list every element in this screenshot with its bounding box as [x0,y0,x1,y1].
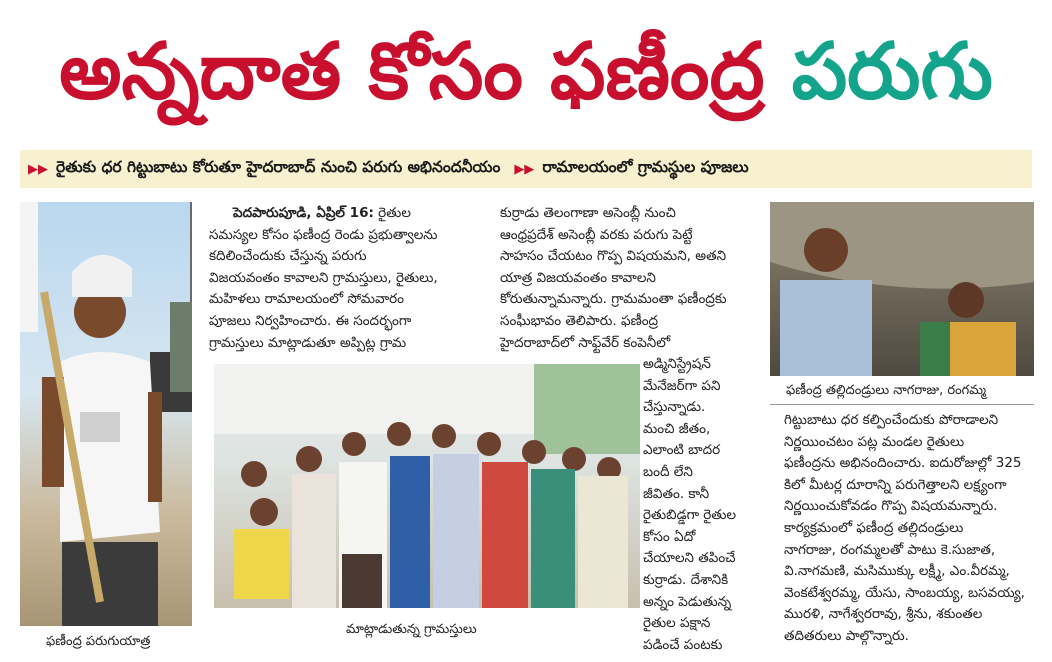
text-line: కార్యక్రమంలో ఫణీంద్ర తల్లిదండ్రులు [784,519,964,536]
article-column-2 [500,203,762,354]
double-arrow-icon: ▶▶ [514,161,535,177]
text-line: ఎలాంటి బాదర [643,442,721,459]
headline-part1: అన్నదాత కోసం ఫణీంద్ర [59,27,765,117]
text-line: నిర్ణయించుకోవడం గొప్ప విషయమన్నారు. [784,498,998,515]
caption-runner: ఫణీంద్ర పరుగుయాత్ర [46,634,151,649]
text-line: హైదరాబాద్‌లో సాఫ్ట్‌వేర్ కంపెనీలో [500,334,671,351]
text-line: నాగరాజు, రంగమ్మలతో పాటు కె.సుజాత, [784,541,996,558]
text-line: వెంకటేశ్వరమ్మ, యేసు, సాంబయ్య, బసవయ్య, [784,584,1025,601]
headline [0,8,1052,136]
article-column-3 [784,410,1036,648]
subheading-bar [20,150,1032,188]
text-line: ఫణీంద్రను అభినందించారు. ఐదురోజుల్లో 325 [784,455,1022,472]
article-column-1 [209,203,493,354]
text-line [209,203,493,225]
text-line: బందీ లేని [643,463,693,480]
runner-photo-illustration [20,202,192,626]
parents-photo-illustration [770,202,1034,376]
text-line: తదితరులు పాల్గొన్నారు. [784,627,909,644]
headline-part2: పరుగు [791,27,993,117]
caption-parents: ఫణీంద్ర తల్లిదండ్రులు నాగరాజు, రంగమ్మ [786,383,987,398]
villagers-group-photo [214,364,640,608]
text-line: నిర్ణయించటం పట్ల మండల రైతులు [784,433,965,450]
subheading-1: రైతుకు ధర గిట్టుబాటు కోరుతూ హైదరాబాద్ నుంచి పరుగు అభినందనీయం [56,158,501,176]
text-line: కదిలించేందుకు చేస్తున్న పరుగు [209,248,367,265]
text-line: విజయవంతం కావాలని గ్రామస్తులు, రైతులు, [209,269,438,286]
text-line: చేయాలని తపించే [643,550,736,567]
article-column-2-narrow [643,354,763,656]
text-line: అడ్మినిస్ట్రేషన్ [643,356,711,372]
text-line: సమస్యల కోసం ఫణీంద్ర రెండు ప్రభుత్వాలను [209,226,438,243]
text-line: పడించే పంటకు [643,636,723,653]
text-line: అన్నం పెడుతున్న [643,593,732,610]
text-line: కోరుతున్నామన్నారు. గ్రామమంతా ఫణీంద్రకు [500,291,727,308]
text-line: కుర్రాడు. దేశానికి [643,571,729,588]
text-line: కిలో మీటర్ల దూరాన్ని పరుగెత్తాలని లక్ష్యంగా [784,476,1007,493]
text-line: మురళి, నాగేశ్వరరావు, శ్రీను, శకుంతల [784,606,983,623]
text-line: వి.నాగమణి, మసిముక్కు లక్ష్మీ, ఎం.వీరమ్మ, [784,563,1010,580]
text-line: ఆంధ్రప్రదేశ్ అసెంబ్లీ వరకు పరుగు పెట్టే [500,226,693,243]
text-line: జీవితం. కానీ [643,485,710,502]
text-line: చేస్తున్నాడు. [643,399,706,416]
subheading-2: రామాలయంలో గ్రామస్థుల పూజలు [542,158,749,176]
text-line: రైతుల [378,205,411,221]
text-line: సాహసం చేయటం గొప్ప విషయమని, అతని [500,248,727,265]
text-line: సంఘీభావం తెలిపారు. ఫణీంద్ర [500,312,659,329]
double-arrow-icon: ▶▶ [28,161,48,177]
text-line: మహిళలు రామాలయంలో సోమవారం [209,291,405,308]
text-line: మంచి జీతం, [643,420,711,437]
dateline: పెదపారుపూడి, ఏప్రిల్ 16: [233,205,374,221]
caption-villagers: మాట్లాడుతున్న గ్రామస్తులు [346,622,477,637]
text-line: కుర్రాడు తెలంగాణా అసెంబ్లీ నుంచి [500,205,676,221]
text-line: పూజలు నిర్వహించారు. ఈ సందర్భంగా [209,312,412,329]
text-line: యాత్ర విజయవంతం కావాలని [500,269,656,286]
villagers-group-illustration [214,364,640,608]
runner-photo [20,202,192,626]
parents-photo [770,202,1034,376]
text-line: గిట్టుబాటు ధర కల్పించేందుకు పోరాడాలని [784,412,999,428]
text-line: కోసం ఏదో [643,528,696,545]
text-line: రైతుబిడ్డగా రైతుల [643,507,737,524]
text-line: గ్రామస్తులు మాట్లాడుతూ అప్పిట్ల గ్రామ [209,334,407,351]
divider [770,404,1034,405]
text-line: రైతుల పక్షాన [643,615,711,632]
text-line: మేనేజర్‌గా పని [643,377,721,394]
